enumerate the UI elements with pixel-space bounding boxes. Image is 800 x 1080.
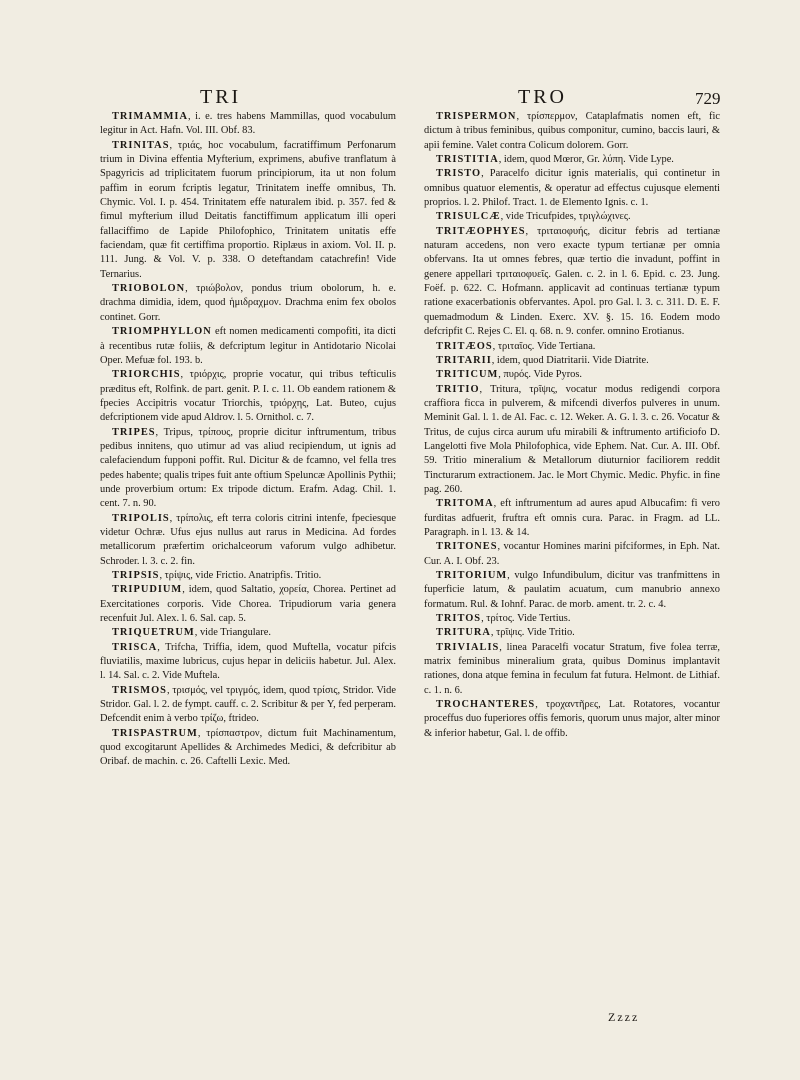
dictionary-entry (100, 368, 396, 425)
entry-text: , idem, quod Saltatio, χορεία, Chorea. Pertinet ad Exercitationes corporis. Vide Chorea. Tripudiorum varia genera recenfuit Jul. Alex. l. 6. Sal. cap. 5. (100, 584, 396, 625)
left-running-title: TRI (200, 86, 242, 108)
entry-text: , τριταιοφυής, dicitur febris ad tertianæ naturam accedens, non vero exacte typum tertianæ per omnia obfervans. Ita ut omnes febres, quæ tertio die invadunt, poffint in genere appellari τριταιοφυεῖς. Galen. c. 2. in l. 6. Epid. c. 23. Jung. Foëf. p. 622. C. Hofmann. applicavit ad continuas tertianæ typum ratione exacerbationis obfervantes. Apol. pro Gal. l. 3. c. 311. D. E. F. quemadmodum & Linden. Exerc. XV. §. 15. 16. Eodem modo defcripfit C. Rejes C. El. q. 68. n. 9. confer. omnino Erotianus. (424, 225, 720, 338)
entry-text: , τρίψις, vide Frictio. Anatripfis. Tritio. (159, 570, 322, 581)
right-running-title: TRO (518, 86, 567, 108)
entry-text: , τριταῖος. Vide Tertiana. (492, 340, 596, 352)
entry-headword: TRITOS (436, 613, 482, 625)
entry-text: , linea Paracelfi vocatur Stratum, five folea terræ, matrix feminibus mineralium grata, quibus Dominus implantavit rationes, dona atque femina in feculum fat futura. Helmont. de Lithiaf. c. 1. n. 6. (424, 641, 720, 696)
dictionary-entry (100, 325, 396, 368)
entry-headword: TRITARII (436, 354, 492, 366)
dictionary-entry (424, 210, 720, 224)
entry-headword: TROCHANTERES (436, 699, 536, 711)
dictionary-entry (424, 383, 720, 498)
dictionary-entry (424, 110, 720, 153)
entry-text: , τρίσπερμον, Cataplafmatis nomen eft, fic dictum à tribus feminibus, quibus componitur, cumino, baccis lauri, & apii femine. Valet contra Colicum dolorem. Gorr. (424, 111, 720, 151)
entry-headword: TRIPSIS (112, 570, 160, 581)
entry-headword: TRITÆOPHYES (436, 225, 526, 237)
dictionary-entry (100, 139, 396, 282)
entry-headword: TRITÆOS (436, 340, 493, 352)
entry-headword: TRITONES (436, 541, 498, 553)
dictionary-entry (424, 641, 720, 698)
entry-text: , Trifcha, Triffia, idem, quod Muftella, vocatur pifcis fluviatilis, maxime lubricus, cujus hepar in deliciis habetur. Jul. Alex. l. 14. Sal. c. 2. Vide Muftela. (100, 641, 396, 682)
dictionary-entry (100, 727, 396, 770)
page-number: 729 (695, 89, 721, 108)
dictionary-entry (424, 497, 720, 540)
dictionary-entry (100, 641, 396, 684)
entry-text: , τρῖψις. Vide Tritio. (490, 627, 575, 639)
entry-text: , vide Tricufpides, τριγλώχινες. (500, 211, 631, 223)
entry-text: eft nomen medicamenti compofiti, ita dicti à recentibus rutæ foliis, & defcriptum legitur in Antidotario Nicolai Oper. Mefuæ fol. 193. b. (100, 326, 396, 366)
dictionary-entry (100, 684, 396, 727)
dictionary-entry (424, 698, 720, 741)
entry-headword: TRISULCÆ (436, 211, 501, 223)
entry-headword: TRITOMA (436, 498, 494, 510)
entry-text: , τρίσπαστρον, dictum fuit Machinamentum, quod excogitarunt Apellides & Archimedes Medici, & defcribitur ab Oribaf. de machin. c. 26. Caftelli Lexic. Med. (100, 727, 396, 768)
dictionary-entry (100, 426, 396, 512)
entry-headword: TRISTO (436, 168, 482, 180)
entry-text: , Tritura, τρῖψις, vocatur modus redigendi corpora craffiora ficca in pulverem, & mifcendi diverfos pulveres in unum. Meminit Gal. l. 1. de Al. Fac. c. 12. Weker. A. G. l. 3. c. 26. Vocatur & Tritus, de cujus circa aurum ufu mirabili & inftrumento artificiofo D. Langelotti five Mola Philofophica, vide Ephem. Nat. Cur. A. III. Obf. 59. Tritio mineralium & Metallorum diuturnior faciliorem reddit Tincturarum extractionem. Jac. le Mort Chymic. Medic. Phyfic. in fine pag. 260. (424, 383, 720, 495)
entry-headword: TRISPASTRUM (112, 727, 198, 739)
entry-headword: TRITORIUM (436, 570, 508, 581)
entry-text: , Paracelfo dicitur ignis materialis, qui continetur in omnibus quatuor elementis, & operatur ad effectus cujusque elementi proprios. l. 2. Philof. Tract. 1. de Elemento Ignis. c. 1. (424, 168, 720, 209)
entry-text: , τρίτος. Vide Tertius. (481, 613, 571, 625)
dictionary-entry (424, 612, 720, 626)
entry-text: , vocantur Homines marini pifciformes, in Eph. Nat. Cur. A. I. Obf. 23. (424, 541, 720, 567)
entry-text: , i. e. tres habens Mammillas, quod vocabulum legitur in Act. Hafn. Vol. III. Obf. 83. (100, 111, 396, 137)
entry-text: , πυρός. Vide Pyros. (498, 369, 582, 381)
entry-headword: TRISCA (112, 641, 158, 653)
dictionary-entry (424, 340, 720, 354)
entry-text: , τριόρχις, proprie vocatur, qui tribus tefticulis præditus eft, Rolfink. de part. genit. P. I. c. 11. Ob eandem rationem & fpecies Accipitris vocatur Triorchis, τριόρχης, Lat. Buteo, cujus defcriptionem vide apud Aldrov. l. 5. Ornithol. c. 7. (100, 369, 396, 424)
entry-headword: TRITICUM (436, 369, 499, 381)
entry-headword: TRITURA (436, 627, 491, 639)
dictionary-entry (424, 354, 720, 368)
dictionary-entry (100, 569, 396, 583)
entry-text: , idem, quod Mœror, Gr. λύπη. Vide Lype. (498, 154, 674, 166)
entry-headword: TRIOMPHYLLON (112, 326, 212, 338)
dictionary-entry (424, 626, 720, 640)
entry-headword: TRIQUETRUM (112, 627, 195, 639)
entry-headword: TRISMOS (112, 684, 167, 696)
dictionary-entry (100, 512, 396, 569)
entry-text: , τρίπολις, eft terra coloris citrini intenfe, fpeciesque videtur Ochræ. Ufus ejus nullus aut rarus in Medicina. Ad fordes metallicorum præfertim orichalceorum vaforum vulgo adhibetur. Schroder. l. 3. c. 2. fin. (100, 512, 396, 567)
entry-text: , vulgo Infundibulum, dicitur vas tranfmittens in fuperficie latum, & paulatim acuatum, cum manubrio annexo formatum. Rul. & Iohnf. Parac. de morb. ament. tr. 2. c. 4. (424, 570, 720, 610)
entry-text: , τροχαντῆρες, Lat. Rotatores, vocantur proceffus duo fuperiores offis femoris, quorum unus major, alter minor & inferior habetur, Gal. l. de offib. (424, 699, 720, 739)
entry-headword: TRIMAMMIA (112, 111, 188, 122)
entry-headword: TRIVIALIS (436, 641, 500, 653)
dictionary-entry (100, 583, 396, 626)
entry-headword: TRITIO (436, 383, 480, 395)
dictionary-entry (424, 569, 720, 612)
entry-text: , τριάς, hoc vocabulum, facratiffimum Perfonarum trium in Divina effentia Myfterium, exprimens, abufive tranflatum à Spagyricis ad triplicitatem fuorum principiorum, ita ut non folum paffim in eorum fcriptis legatur, Trinitatem ineffe omnibus, Th. Chymic. Vol. I. p. 454. Trinitatem effe naturalem ibid. p. 357. fed & fimul myfterium illud Deitatis fanctiffimum applicatum illi operi fallaciffimo de Lapide Philofophico, Trinitatem unitatis effe faciendam, quæ fit certiffima proportio. Riplæus in axiom. Vol. II. p. 111. Jung. & Vol. V. p. 338. O deteftandam catachrefin! Vide Ternarius. (100, 139, 396, 280)
dictionary-entry (424, 368, 720, 382)
entry-text: , Tripus, τρίπους, proprie dicitur inftrumentum, tribus pedibus innitens, quo utimur ad vas aliud recipiendum, ut ignis ad calefaciendum fupponi poffit. Rul. Dicitur & de fcamno, vel fella tres pedes habente; qualis tripes fuit ante oftium Speluncæ Apollinis Pythii; unde proverbium ortum: Ex tripode dictum. Erafm. Adag. Chil. 1. cent. 7. n. 90. (100, 426, 396, 510)
dictionary-entry (424, 540, 720, 569)
entry-headword: TRISPERMON (436, 111, 517, 122)
entry-text: , τριώβολον, pondus trium obolorum, h. e. drachma dimidia, idem, quod ἡμιδραχμον. Drachma enim fex obolos continet. Gorr. (100, 283, 396, 323)
signature-mark: Zzzz (608, 1010, 640, 1024)
entry-headword: TRIORCHIS (112, 369, 181, 381)
dictionary-entry (424, 153, 720, 167)
entry-headword: TRISTITIA (436, 154, 499, 166)
dictionary-entry (100, 282, 396, 325)
entry-text: , eft inftrumentum ad aures apud Albucafim: fi vero furditas adfuerit, fruftra eft omnis cura. Parac. in Fragm. ad LL. Paragraph. in l. 13. & 14. (424, 498, 720, 538)
right-column (424, 110, 720, 741)
left-column (100, 110, 396, 770)
entry-headword: TRINITAS (112, 139, 170, 151)
entry-headword: TRIPUDIUM (112, 584, 183, 596)
dictionary-entry (100, 110, 396, 139)
entry-text: , idem, quod Diatritarii. Vide Diatrite. (491, 354, 649, 366)
entry-headword: TRIPES (112, 426, 156, 438)
entry-headword: TRIOBOLON (112, 283, 186, 295)
entry-text: , vide Triangulare. (194, 627, 271, 639)
dictionary-entry (424, 225, 720, 340)
dictionary-entry (424, 167, 720, 210)
entry-text: , τρισμός, vel τριγμός, idem, quod τρίσις, Stridor. Vide Stridor. Gal. l. 2. de fympt. cauff. c. 2. Scribitur & per Υ, fed perperam. Defcendit enim à verbo τρίζω, ftrideo. (100, 684, 396, 725)
dictionary-entry (100, 626, 396, 640)
entry-headword: TRIPOLIS (112, 512, 170, 524)
